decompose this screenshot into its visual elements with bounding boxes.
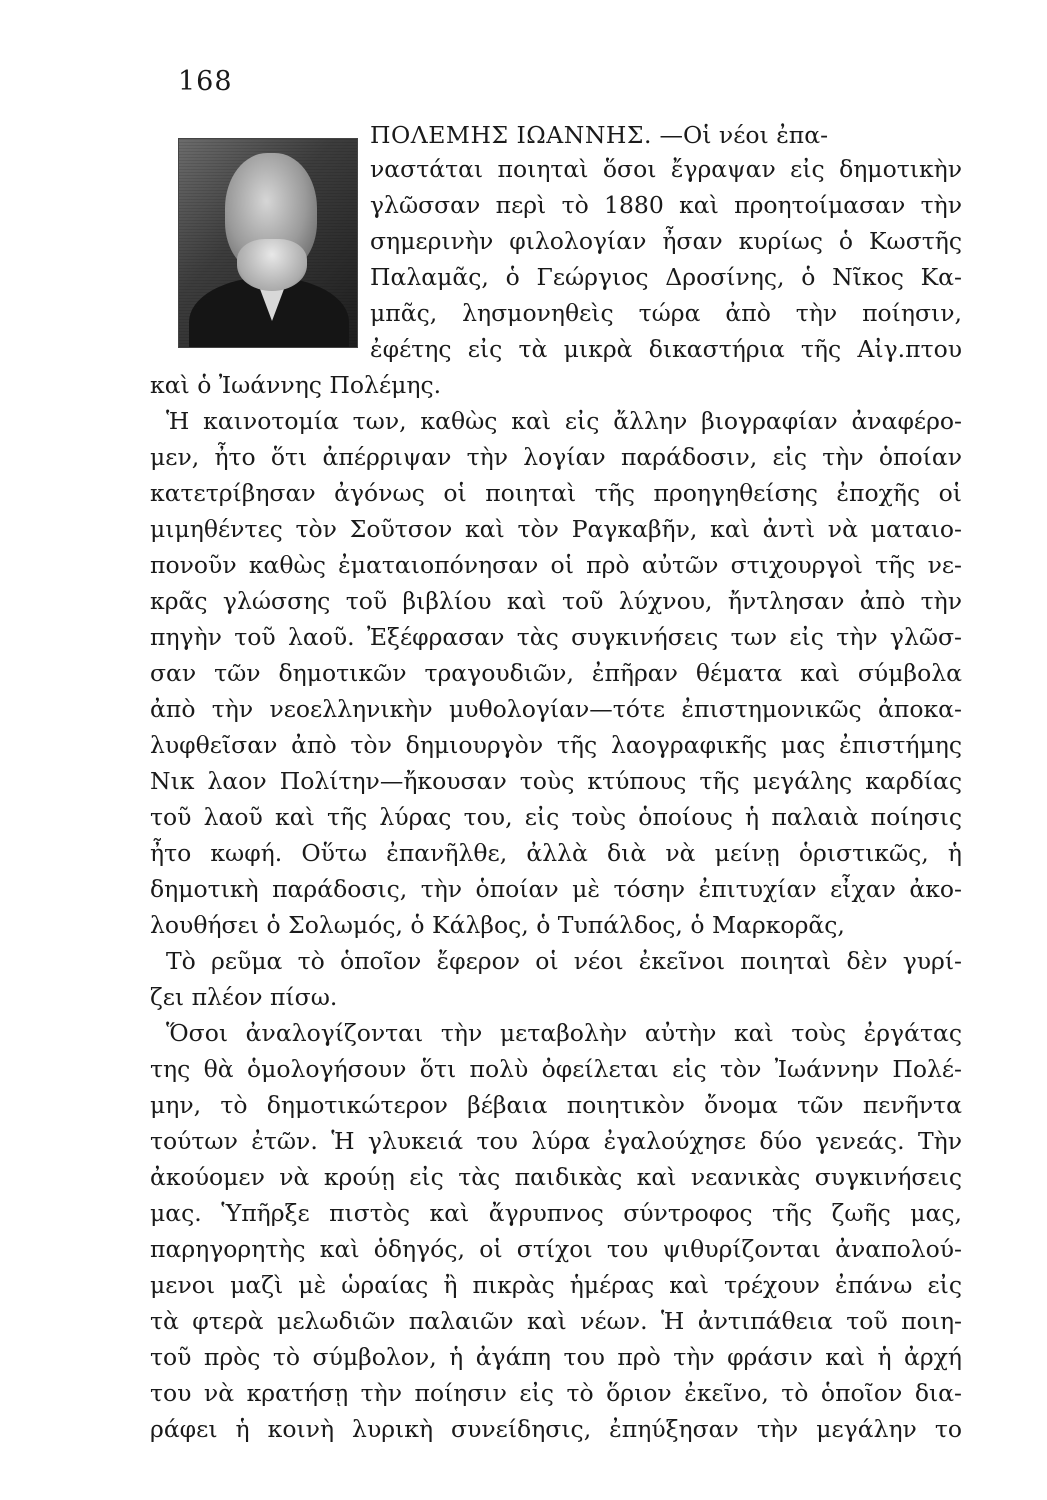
text-line: λουθήσει ὁ Σολωμός, ὁ Κάλβος, ὁ Τυπάλδος, ὁ Μαρκορᾶς,: [150, 911, 845, 939]
author-portrait: [178, 138, 358, 348]
text-line: του νὰ κρατήσῃ τὴν ποίησιν εἰς τὸ ὅριον ἐκεῖνο, τὸ ὁποῖον δια-: [150, 1379, 962, 1407]
text-line: μενοι μαζὶ μὲ ὡραίας ἢ πικρὰς ἡμέρας καὶ τρέχουν ἐπάνω εἰς: [150, 1271, 962, 1299]
text-line: μεν, ἦτο ὅτι ἀπέρριψαν τὴν λογίαν παράδοσιν, εἰς τὴν ὁποίαν: [150, 443, 962, 471]
text-line: [370, 118, 962, 152]
text-line: τὰ φτερὰ μελωδιῶν παλαιῶν καὶ νέων. Ἡ ἀντιπάθεια τοῦ ποιη-: [150, 1307, 962, 1335]
text-line: ἀπὸ τὴν νεοελληνικὴν μυθολογίαν—τότε ἐπιστημονικῶς ἀποκα-: [150, 695, 962, 723]
text-line: Νικ λαον Πολίτην—ἤκουσαν τοὺς κτύπους τῆς μεγάλης καρδίας: [150, 767, 962, 795]
text-line: ράφει ἡ κοινὴ λυρικὴ συνείδησις, ἐπηύξησαν τὴν μεγάλην το: [150, 1415, 962, 1443]
text-line: τοῦ λαοῦ καὶ τῆς λύρας του, εἰς τοὺς ὁποίους ἡ παλαιὰ ποίησις: [150, 803, 962, 831]
text-line: μιμηθέντες τὸν Σοῦτσον καὶ τὸν Ραγκαβῆν, καὶ ἀντὶ νὰ ματαιο-: [150, 515, 962, 543]
text-line: μην, τὸ δημοτικώτερον βέβαια ποιητικὸν ὄνομα τῶν πενῆντα: [150, 1091, 962, 1119]
page-number: 168: [178, 66, 233, 97]
text-line: ἐφέτης εἰς τὰ μικρὰ δικαστήρια τῆς Αἰγ.πτου: [370, 335, 962, 363]
text-line: σημερινὴν φιλολογίαν ἦσαν κυρίως ὁ Κωστῆς: [370, 227, 962, 255]
text-line: ζει πλέον πίσω.: [150, 983, 338, 1011]
text-line: ναστάται ποιηταὶ ὅσοι ἔγραψαν εἰς δημοτικὴν: [370, 155, 962, 183]
text-line: Τὸ ρεῦμα τὸ ὁποῖον ἔφερον οἱ νέοι ἐκεῖνοι ποιηταὶ δὲν γυρί-: [166, 947, 962, 975]
text-line: μπᾶς, λησμονηθεὶς τώρα ἀπὸ τὴν ποίησιν,: [370, 299, 962, 327]
text-line: μας. Ὑπῆρξε πιστὸς καὶ ἄγρυπνος σύντροφος τῆς ζωῆς μας,: [150, 1199, 962, 1227]
text-line: σαν τῶν δημοτικῶν τραγουδιῶν, ἐπῆραν θέματα καὶ σύμβολα: [150, 659, 962, 687]
text-line: ἀκούομεν νὰ κρούῃ εἰς τὰς παιδικὰς καὶ νεανικὰς συγκινήσεις: [150, 1163, 962, 1191]
text-line: της θὰ ὁμολογήσουν ὅτι πολὺ ὀφείλεται εἰς τὸν Ἰωάννην Πολέ-: [150, 1055, 962, 1083]
text-line: καὶ ὁ Ἰωάννης Πολέμης.: [150, 371, 442, 399]
text-line: κρᾶς γλώσσης τοῦ βιβλίου καὶ τοῦ λύχνου, ἤντλησαν ἀπὸ τὴν: [150, 587, 962, 615]
entry-heading: ΠΟΛΕΜΗΣ ΙΩΑΝΝΗΣ.: [370, 121, 652, 149]
text-line: τοῦ πρὸς τὸ σύμβολον, ἡ ἀγάπη του πρὸ τὴν φράσιν καὶ ἡ ἀρχή: [150, 1343, 962, 1371]
text-line: δημοτικὴ παράδοσις, τὴν ὁποίαν μὲ τόσην ἐπιτυχίαν εἶχαν ἀκο-: [150, 875, 962, 903]
text-line: ἦτο κωφή. Οὕτω ἐπανῆλθε, ἀλλὰ διὰ νὰ μείνῃ ὁριστικῶς, ἡ: [150, 839, 962, 867]
text-line: πονοῦν καθὼς ἐματαιοπόνησαν οἱ πρὸ αὐτῶν στιχουργοὶ τῆς νε-: [150, 551, 962, 579]
text-line: Ὅσοι ἀναλογίζονται τὴν μεταβολὴν αὐτὴν καὶ τοὺς ἐργάτας: [166, 1019, 962, 1047]
text-line: λυφθεῖσαν ἀπὸ τὸν δημιουργὸν τῆς λαογραφικῆς μας ἐπιστήμης: [150, 731, 962, 759]
text-line: κατετρίβησαν ἀγόνως οἱ ποιηταὶ τῆς προηγηθείσης ἐποχῆς οἱ: [150, 479, 962, 507]
text-line: Παλαμᾶς, ὁ Γεώργιος Δροσίνης, ὁ Νῖκος Κα-: [370, 263, 962, 291]
portrait-beard: [237, 239, 307, 291]
text-line: Ἡ καινοτομία των, καθὼς καὶ εἰς ἄλλην βιογραφίαν ἀναφέρο-: [166, 407, 962, 435]
text-line: τούτων ἐτῶν. Ἡ γλυκειά του λύρα ἐγαλούχησε δύο γενεάς. Τὴν: [150, 1127, 962, 1155]
text-line: παρηγορητὴς καὶ ὁδηγός, οἱ στίχοι του ψιθυρίζονται ἀναπολού-: [150, 1235, 962, 1263]
entry-opening: —Οἱ νέοι ἐπα-: [659, 121, 829, 149]
text-line: γλῶσσαν περὶ τὸ 1880 καὶ προητοίμασαν τὴν: [370, 191, 962, 219]
text-line: πηγὴν τοῦ λαοῦ. Ἐξέφρασαν τὰς συγκινήσεις των εἰς τὴν γλῶσ-: [150, 623, 962, 651]
